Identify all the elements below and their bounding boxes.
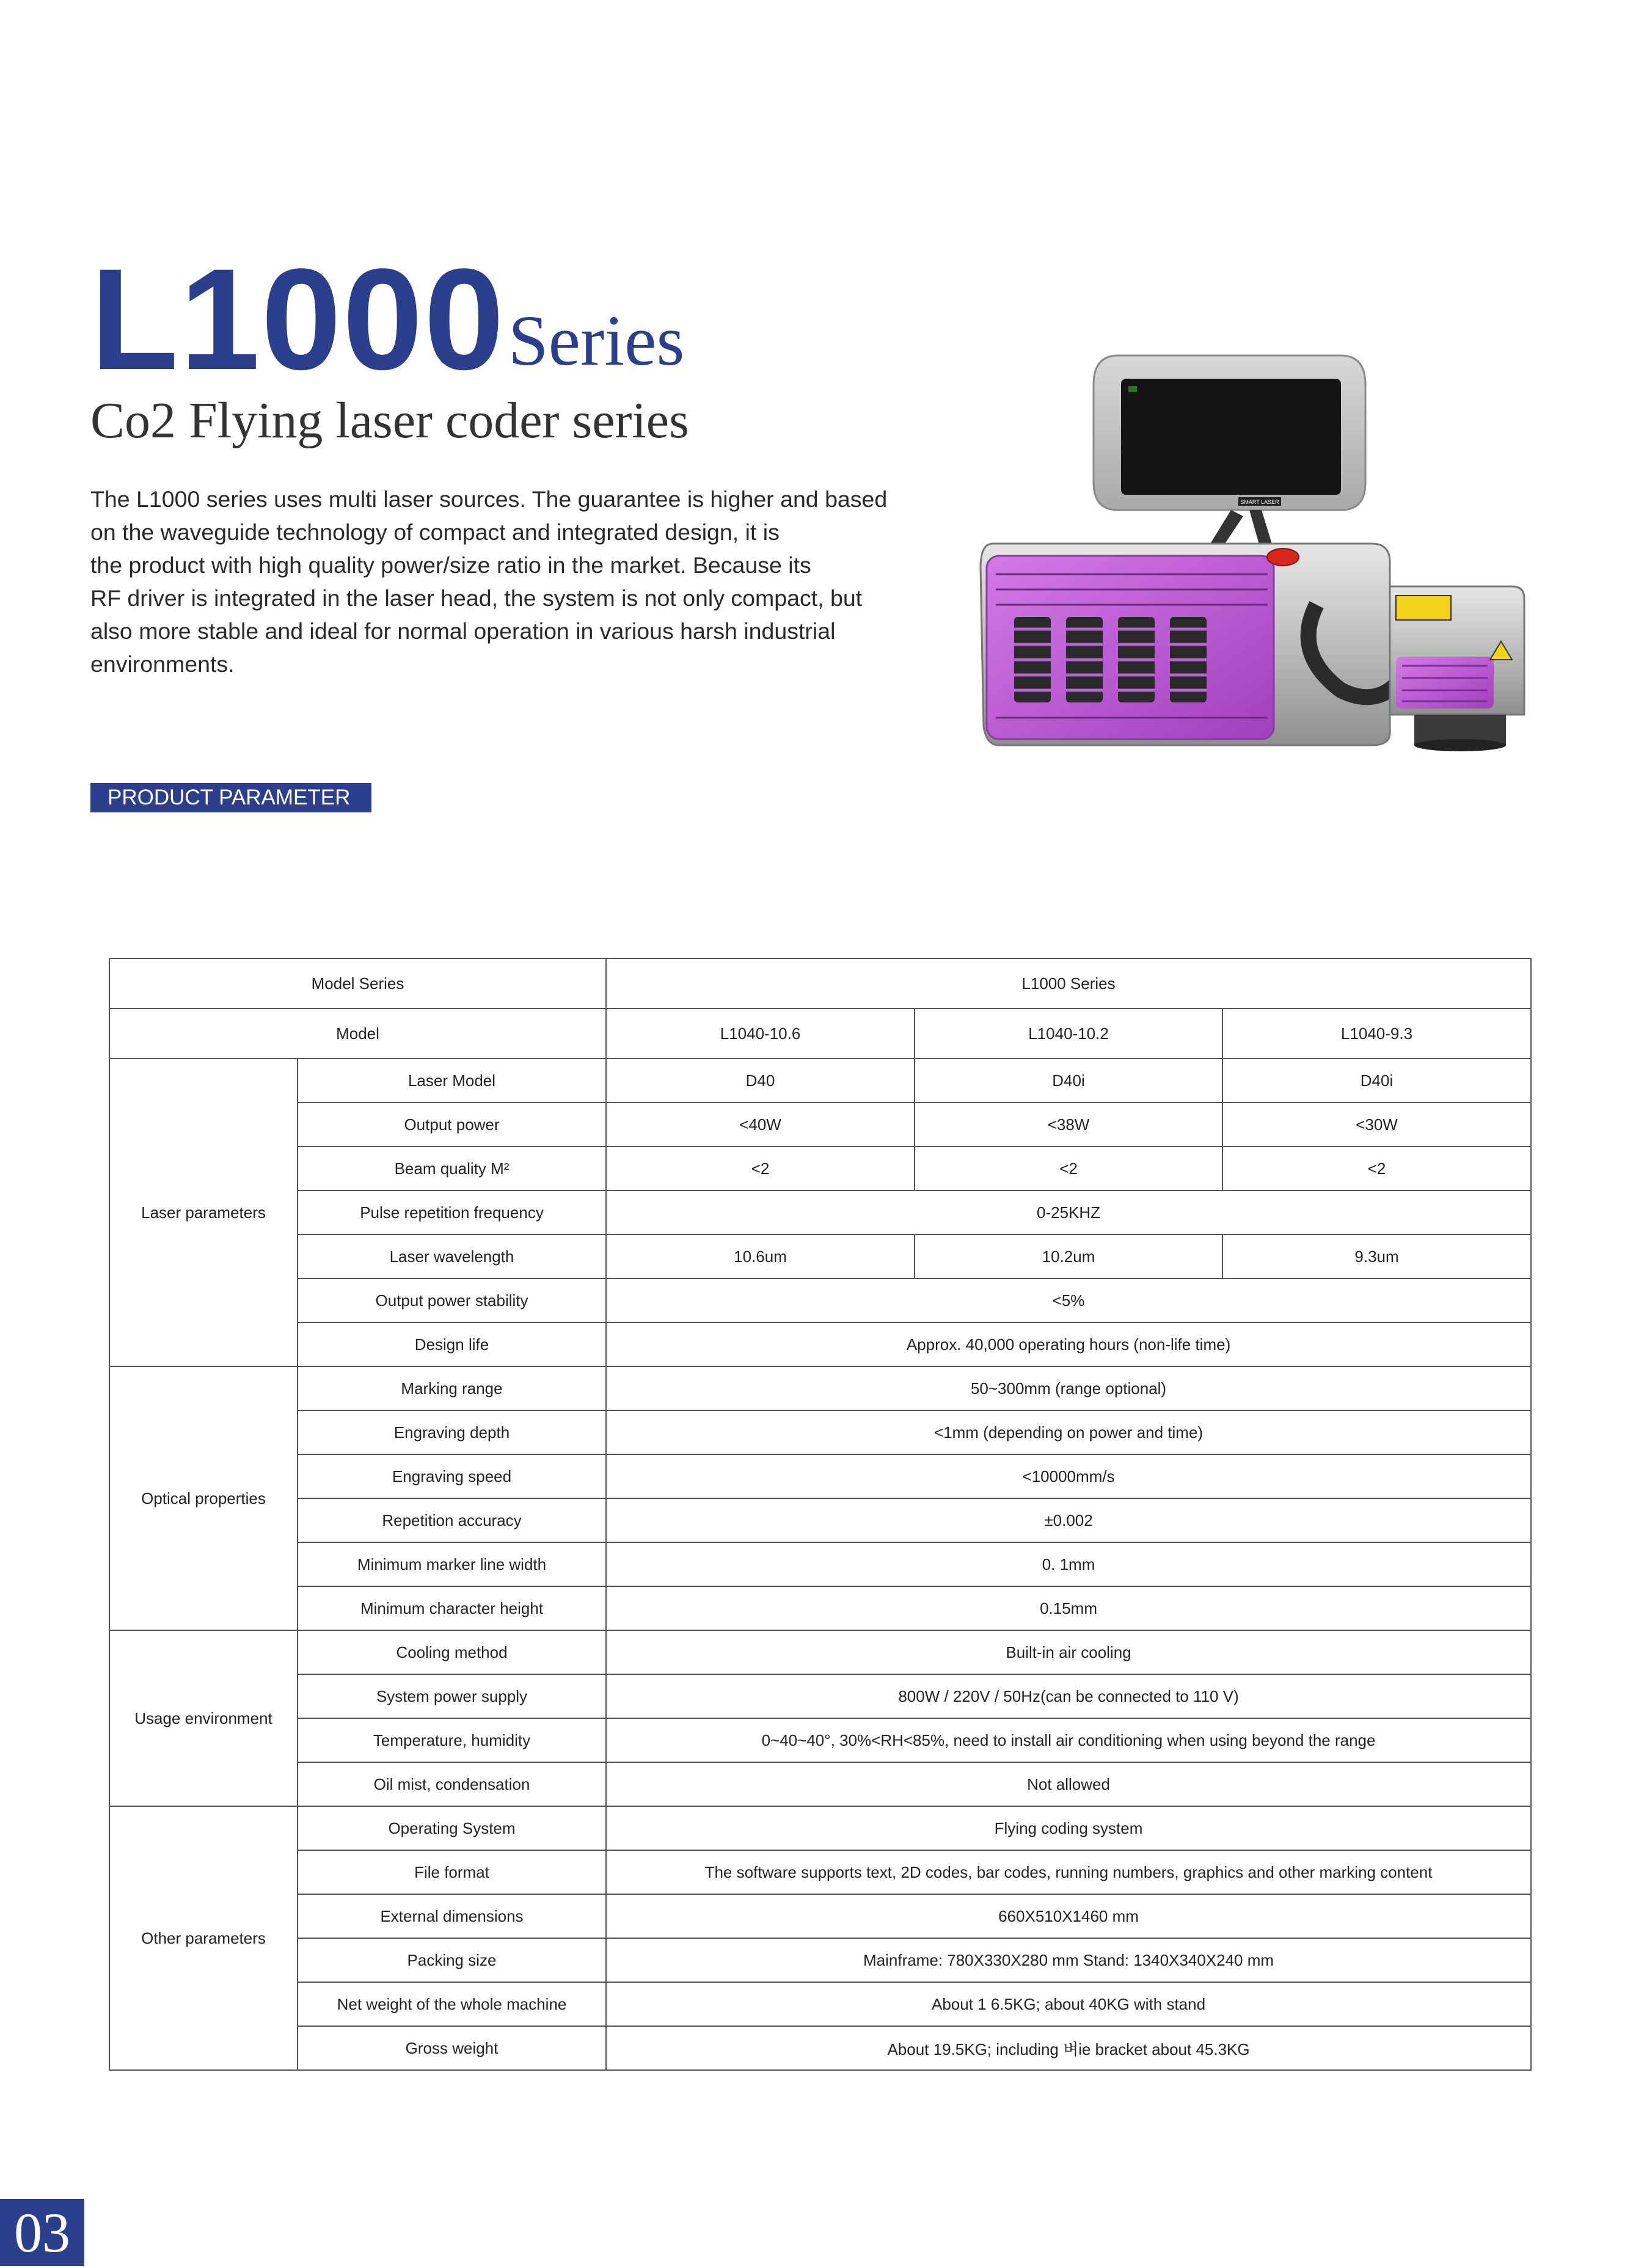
param-value: 9.3um (1222, 1234, 1531, 1278)
param-label: Design life (298, 1322, 606, 1366)
intro-line: also more stable and ideal for normal operation in various harsh industrial (90, 618, 836, 644)
group-name: Optical properties (109, 1366, 298, 1630)
model-name: L1040-9.3 (1222, 1008, 1531, 1059)
table-row (109, 1674, 1531, 1718)
param-label: Cooling method (298, 1630, 606, 1674)
table-row (109, 1278, 1531, 1322)
model-name: L1040-10.2 (915, 1008, 1222, 1059)
param-label: Net weight of the whole machine (298, 1982, 606, 2026)
param-value: 50~300mm (range optional) (606, 1366, 1531, 1410)
table-row (109, 1008, 1531, 1059)
param-value: 660X510X1460 mm (606, 1894, 1531, 1938)
screen-brand: SMART LASER (1240, 499, 1279, 505)
intro-paragraph (90, 483, 921, 680)
param-label: Operating System (298, 1806, 606, 1850)
param-value: About 19.5KG; including 벼ie bracket about 45.3KG (606, 2026, 1531, 2070)
param-label: Output power stability (298, 1278, 606, 1322)
param-label: Repetition accuracy (298, 1498, 606, 1542)
param-value: Built-in air cooling (606, 1630, 1531, 1674)
param-label: Oil mist, condensation (298, 1762, 606, 1806)
table-row (109, 1103, 1531, 1147)
param-value: <5% (606, 1278, 1531, 1322)
param-value: <2 (915, 1147, 1222, 1191)
table-row (109, 1498, 1531, 1542)
group-name: Laser parameters (109, 1059, 298, 1366)
table-row (109, 1982, 1531, 2026)
intro-line: RF driver is integrated in the laser head, the system is not only compact, but (90, 585, 863, 611)
page-number: 03 (0, 2199, 84, 2266)
table-row (109, 2026, 1531, 2070)
param-value: <40W (606, 1103, 915, 1147)
param-label: Pulse repetition frequency (298, 1191, 606, 1234)
table-row (109, 1718, 1531, 1762)
group-name: Usage environment (109, 1630, 298, 1806)
param-label: Packing size (298, 1938, 606, 1982)
table-row (109, 1586, 1531, 1630)
intro-line: on the waveguide technology of compact and integrated design, it is (90, 519, 780, 545)
table-row (109, 1322, 1531, 1366)
param-value: D40i (915, 1059, 1222, 1103)
param-label: Output power (298, 1103, 606, 1147)
emergency-stop-icon (1267, 549, 1299, 566)
touchscreen-monitor (1094, 356, 1365, 510)
table-row (109, 958, 1531, 1008)
table-row (109, 1630, 1531, 1674)
param-value: Flying coding system (606, 1806, 1531, 1850)
param-value: 0~40~40°, 30%<RH<85%, need to install air conditioning when using beyond the range (606, 1718, 1531, 1762)
table-row (109, 1454, 1531, 1498)
param-label: Minimum marker line width (298, 1542, 606, 1586)
param-value: Not allowed (606, 1762, 1531, 1806)
intro-line: the product with high quality power/size ratio in the market. Because its (90, 552, 811, 578)
model-name: L1040-10.6 (606, 1008, 915, 1059)
laser-main-body (981, 544, 1390, 745)
model-title: L1000 (90, 239, 506, 400)
table-row (109, 1410, 1531, 1454)
param-label: Beam quality M² (298, 1147, 606, 1191)
param-value: <1mm (depending on power and time) (606, 1410, 1531, 1454)
section-label-product-parameter: PRODUCT PARAMETER (90, 783, 371, 812)
group-name: Other parameters (109, 1806, 298, 2070)
product-image (974, 348, 1536, 751)
param-value: The software supports text, 2D codes, bar codes, running numbers, graphics and other marking content (606, 1850, 1531, 1894)
param-label: Laser wavelength (298, 1234, 606, 1278)
series-word: Series (508, 301, 685, 381)
model-label: Model (109, 1008, 606, 1059)
param-value: 0. 1mm (606, 1542, 1531, 1586)
param-value: 10.2um (915, 1234, 1222, 1278)
param-label: Minimum character height (298, 1586, 606, 1630)
table-row (109, 1806, 1531, 1850)
param-label: Gross weight (298, 2026, 606, 2070)
param-label: External dimensions (298, 1894, 606, 1938)
param-label: Marking range (298, 1366, 606, 1410)
param-value: <2 (606, 1147, 915, 1191)
param-label: System power supply (298, 1674, 606, 1718)
param-label: Engraving depth (298, 1410, 606, 1454)
table-row (109, 1938, 1531, 1982)
table-row (109, 1366, 1531, 1410)
table-row (109, 1059, 1531, 1103)
intro-line: environments. (90, 651, 235, 677)
param-value: <2 (1222, 1147, 1531, 1191)
param-label: Laser Model (298, 1059, 606, 1103)
param-label: Engraving speed (298, 1454, 606, 1498)
param-value: 0.15mm (606, 1586, 1531, 1630)
param-label: File format (298, 1850, 606, 1894)
param-value: 800W / 220V / 50Hz(can be connected to 110 V) (606, 1674, 1531, 1718)
param-value: <38W (915, 1103, 1222, 1147)
table-row (109, 1542, 1531, 1586)
table-row (109, 1234, 1531, 1278)
param-value: D40i (1222, 1059, 1531, 1103)
product-parameter-table (109, 958, 1532, 2071)
param-value: <30W (1222, 1103, 1531, 1147)
param-label: Temperature, humidity (298, 1718, 606, 1762)
param-value: 10.6um (606, 1234, 915, 1278)
table-row (109, 1147, 1531, 1191)
table-row (109, 1850, 1531, 1894)
param-value: D40 (606, 1059, 915, 1103)
param-value: ±0.002 (606, 1498, 1531, 1542)
model-series-value: L1000 Series (606, 958, 1531, 1008)
table-row (109, 1191, 1531, 1234)
param-value: <10000mm/s (606, 1454, 1531, 1498)
param-value: 0-25KHZ (606, 1191, 1531, 1234)
param-value: About 1 6.5KG; about 40KG with stand (606, 1982, 1531, 2026)
table-row (109, 1894, 1531, 1938)
galvo-head (1390, 586, 1524, 751)
param-value: Approx. 40,000 operating hours (non-life time) (606, 1322, 1531, 1366)
model-series-label: Model Series (109, 958, 606, 1008)
page-subtitle: Co2 Flying laser coder series (90, 392, 689, 449)
intro-line: The L1000 series uses multi laser sources. The guarantee is higher and based (90, 486, 888, 512)
table-row (109, 1762, 1531, 1806)
param-value: Mainframe: 780X330X280 mm Stand: 1340X340X240 mm (606, 1938, 1531, 1982)
